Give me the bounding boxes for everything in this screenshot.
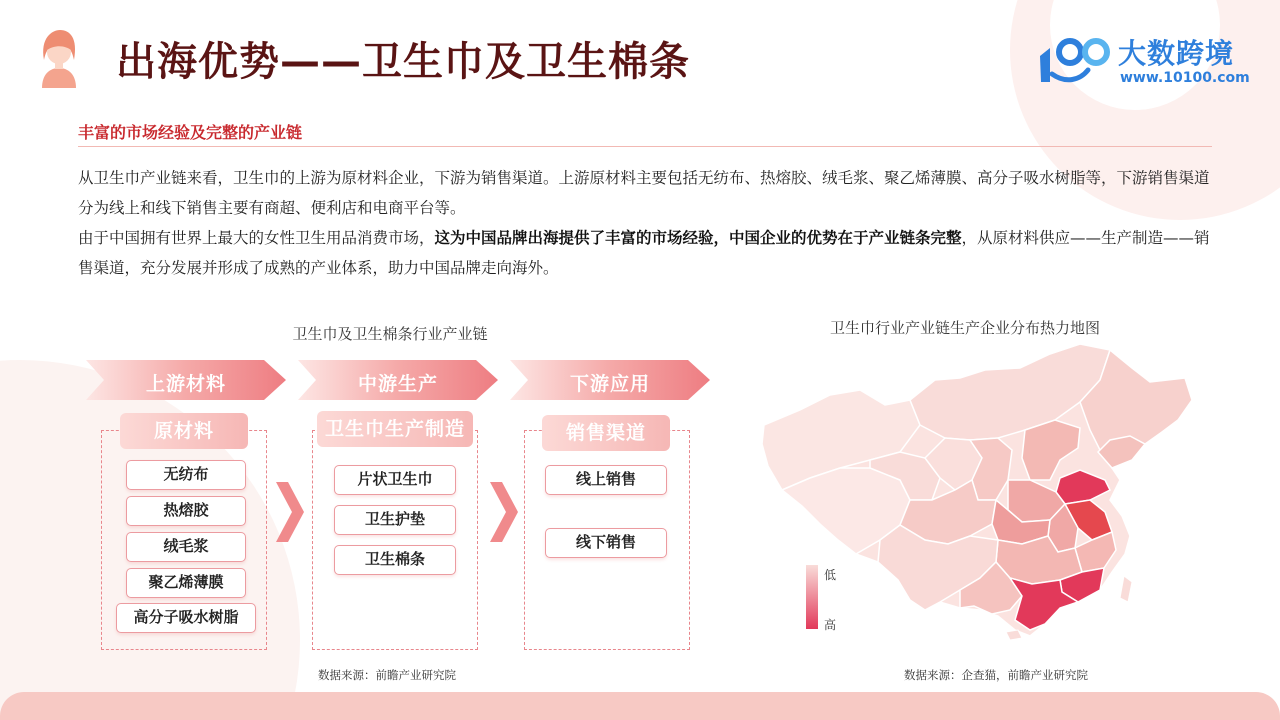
- legend-scale: [806, 565, 818, 629]
- paragraph-start: 由于中国拥有世界上最大的女性卫生用品消费市场，: [78, 229, 435, 247]
- list-item: 无纺布: [126, 460, 246, 490]
- stage-box-midstream: [312, 430, 478, 650]
- footer-bar: [0, 692, 1280, 720]
- stage-box-head: 原材料: [120, 413, 248, 449]
- logo-text: 大数跨境: [1118, 37, 1235, 70]
- body-text: [78, 163, 1218, 283]
- arrow-right-icon: [488, 482, 518, 542]
- avatar-icon: [36, 28, 82, 88]
- paragraph: 从卫生巾产业链来看，卫生巾的上游为原材料企业，下游为销售渠道。上游原材料主要包括无纺布、热熔胶、绒毛浆、聚乙烯薄膜、高分子吸水树脂等，下游销售渠道分为线上和线下销售主要有商超、便利店和电商平台等。: [78, 169, 1210, 217]
- list-item: 片状卫生巾: [334, 465, 456, 495]
- list-item: 卫生护垫: [334, 505, 456, 535]
- paragraph-end: ，从原材料供应——生产制造——销售渠道，充分发展并形成了成熟的产业体系，助力中国品牌走向海外。: [78, 229, 1210, 277]
- logo-mark-icon: [1036, 34, 1116, 84]
- list-item: 热熔胶: [126, 496, 246, 526]
- paragraph: [78, 223, 1218, 283]
- source-note: 数据来源：企查猫，前瞻产业研究院: [904, 668, 1088, 682]
- logo-url: www.10100.com: [1120, 70, 1250, 86]
- list-item: 聚乙烯薄膜: [126, 568, 246, 598]
- map-region: [1120, 576, 1132, 602]
- page-title: 出海优势——卫生巾及卫生棉条: [116, 39, 690, 85]
- legend-high-label: 高: [824, 618, 837, 632]
- stage-label: 下游应用: [569, 373, 650, 395]
- list-item: 高分子吸水树脂: [116, 603, 256, 633]
- china-heat-map: [760, 340, 1200, 640]
- stage-label: 中游生产: [357, 373, 438, 395]
- list-item: 卫生棉条: [334, 545, 456, 575]
- source-note: 数据来源：前瞻产业研究院: [318, 668, 456, 682]
- map-title: 卫生巾行业产业链生产企业分布热力地图: [829, 319, 1100, 337]
- list-item: 绒毛浆: [126, 532, 246, 562]
- paragraph-emphasis: 这为中国品牌出海提供了丰富的市场经验，中国企业的优势在于产业链条完整: [434, 229, 962, 247]
- arrow-right-icon: [274, 482, 304, 542]
- stage-box-head: 卫生巾生产制造: [317, 411, 473, 447]
- list-item: 线上销售: [545, 465, 667, 495]
- stage-box-head: 销售渠道: [542, 415, 670, 451]
- brand-logo: [1036, 30, 1256, 94]
- flow-title: 卫生巾及卫生棉条行业产业链: [292, 325, 488, 343]
- divider: [78, 146, 1212, 147]
- list-item: 线下销售: [545, 528, 667, 558]
- stage-label: 上游材料: [145, 373, 226, 395]
- section-title: 丰富的市场经验及完整的产业链: [78, 123, 303, 142]
- legend-low-label: 低: [824, 568, 837, 582]
